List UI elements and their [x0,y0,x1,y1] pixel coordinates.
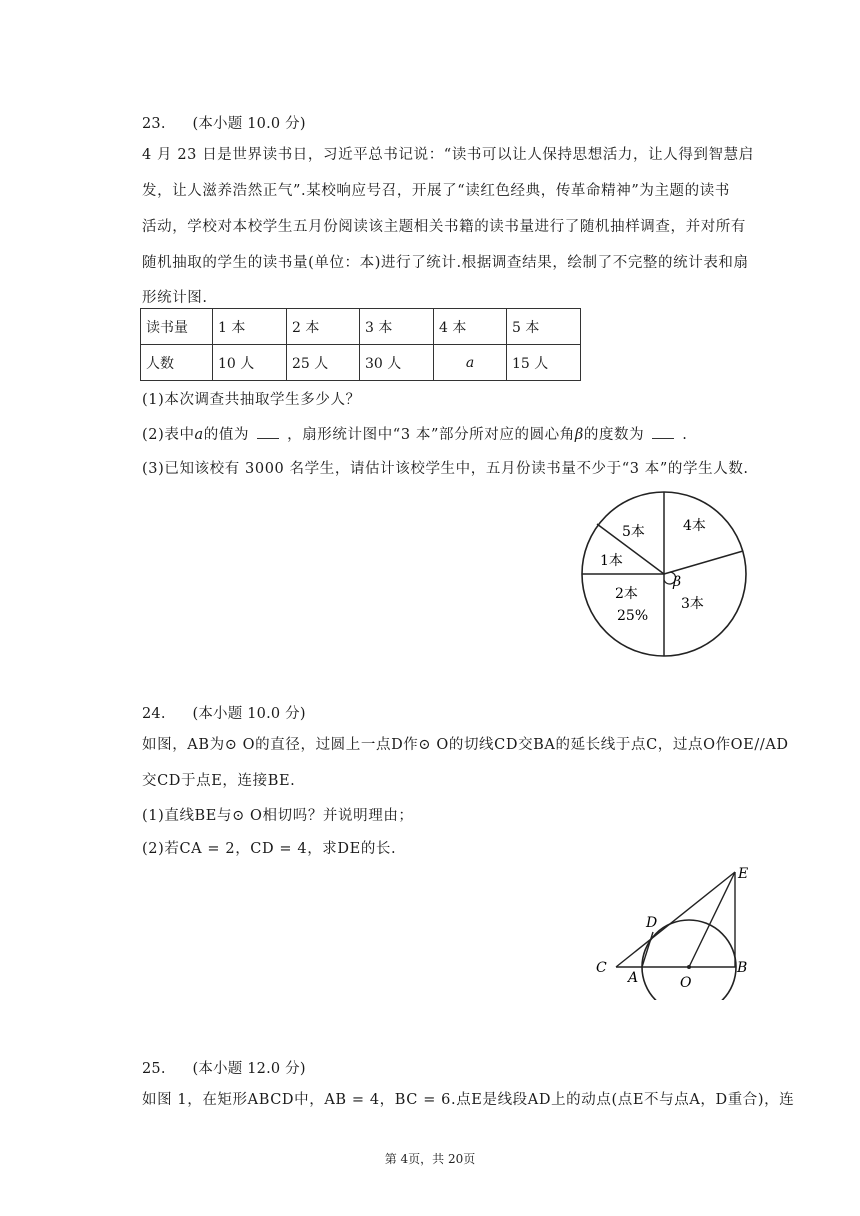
q23-part-2-text-d: 的度数为 [583,427,645,443]
pie-label-4: 4本 [683,518,706,534]
label-c: C [596,960,607,976]
q24-line-1: 如图，AB为⊙ O的直径，过圆上一点D作⊙ O的切线CD交BA的延长线于点C，过点O作OE//AD [142,737,789,753]
q23-part-1: (1)本次调查共抽取学生多少人？ [142,392,361,408]
q23-part-3: (3)已知该校有 3000 名学生，请估计该校学生中，五月份读书量不少于“3 本”的学生人数. [142,461,749,477]
q23-stats-table [140,308,581,381]
table-cell: 5 本 [507,309,581,345]
q23-intro-line-2: 发，让人滋养浩然正气”.某校响应号召，开展了“读红色经典，传革命精神”为主题的读书 [142,183,730,199]
q23-part-2 [142,424,752,446]
table-cell: 4 本 [434,309,507,345]
q23-part-2-end: . [682,427,688,443]
table-cell: 2 本 [287,309,360,345]
pie-label-2-percent: 25% [617,608,649,624]
label-a: A [628,970,639,986]
line-ce [616,872,735,967]
pie-label-2: 2本 [615,586,638,602]
point-o [687,965,691,969]
line-eo [689,872,735,967]
label-b: B [737,960,748,976]
pie-label-5: 5本 [622,524,645,540]
answer-blank-2 [652,424,674,439]
table-cell: 25 人 [287,345,360,381]
q23-heading [142,112,306,133]
table-cell: 读书量 [141,309,213,345]
pie-label-3: 3本 [681,596,704,612]
q23-intro-line-4: 随机抽取的学生的读书量(单位：本)进行了统计.根据调查结果，绘制了不完整的统计表和扇 [142,255,749,271]
q23-part-2-text-a: (2)表中 [142,427,195,443]
label-e: E [738,866,749,882]
q23-intro-line-3: 活动，学校对本校学生五月份阅读该主题相关书籍的读书量进行了随机抽样调查，并对所有 [142,219,746,235]
label-d: D [646,915,658,931]
q24-part-1: (1)直线BE与⊙ O相切吗？并说明理由； [142,808,414,824]
table-cell: 15 人 [507,345,581,381]
q23-intro-line-5: 形统计图. [142,290,208,306]
q23-part-2-text-b: 的值为 [203,427,250,443]
q23-part-2-text-c: ，扇形统计图中“3 本”部分所对应的圆心角 [287,427,575,443]
table-cell: 30 人 [360,345,434,381]
q24-header: (本小题 10.0 分) [192,706,306,722]
q23-pie-figure [575,484,755,664]
q24-line-2: 交CD于点E，连接BE. [142,773,296,789]
table-cell: 3 本 [360,309,434,345]
table-row [141,309,581,345]
label-o: O [680,975,692,991]
page-footer: 第 4页，共 20页 [384,1152,476,1166]
q24-number: 24. [142,706,166,722]
q23-part-2-var-a: a [194,427,204,443]
q25-heading [142,1057,306,1078]
q23-number: 23. [142,116,166,132]
q25-number: 25. [142,1061,166,1077]
q24-heading [142,702,306,723]
q23-part-2-beta: β [574,427,584,443]
q24-geometry-figure [588,860,758,1000]
table-cell: 1 本 [213,309,287,345]
table-cell-variable-a: a [434,345,507,381]
q23-intro-line-1: 4 月 23 日是世界读书日，习近平总书记说：“读书可以让人保持思想活力，让人得到智慧启 [142,147,754,163]
line-ad [642,932,653,967]
table-row [141,345,581,381]
pie-radius-right [664,551,743,574]
answer-blank-1 [257,424,279,439]
table-cell: 人数 [141,345,213,381]
q25-line-1: 如图 1，在矩形ABCD中，AB = 4，BC = 6.点E是线段AD上的动点(点E不与点A，D重合)，连 [142,1092,795,1108]
pie-label-beta: β [673,574,682,590]
q25-header: (本小题 12.0 分) [192,1061,306,1077]
q24-part-2: (2)若CA = 2，CD = 4，求DE的长. [142,841,397,857]
q23-header: (本小题 10.0 分) [192,116,306,132]
table-cell: 10 人 [213,345,287,381]
pie-label-1: 1本 [600,553,623,569]
